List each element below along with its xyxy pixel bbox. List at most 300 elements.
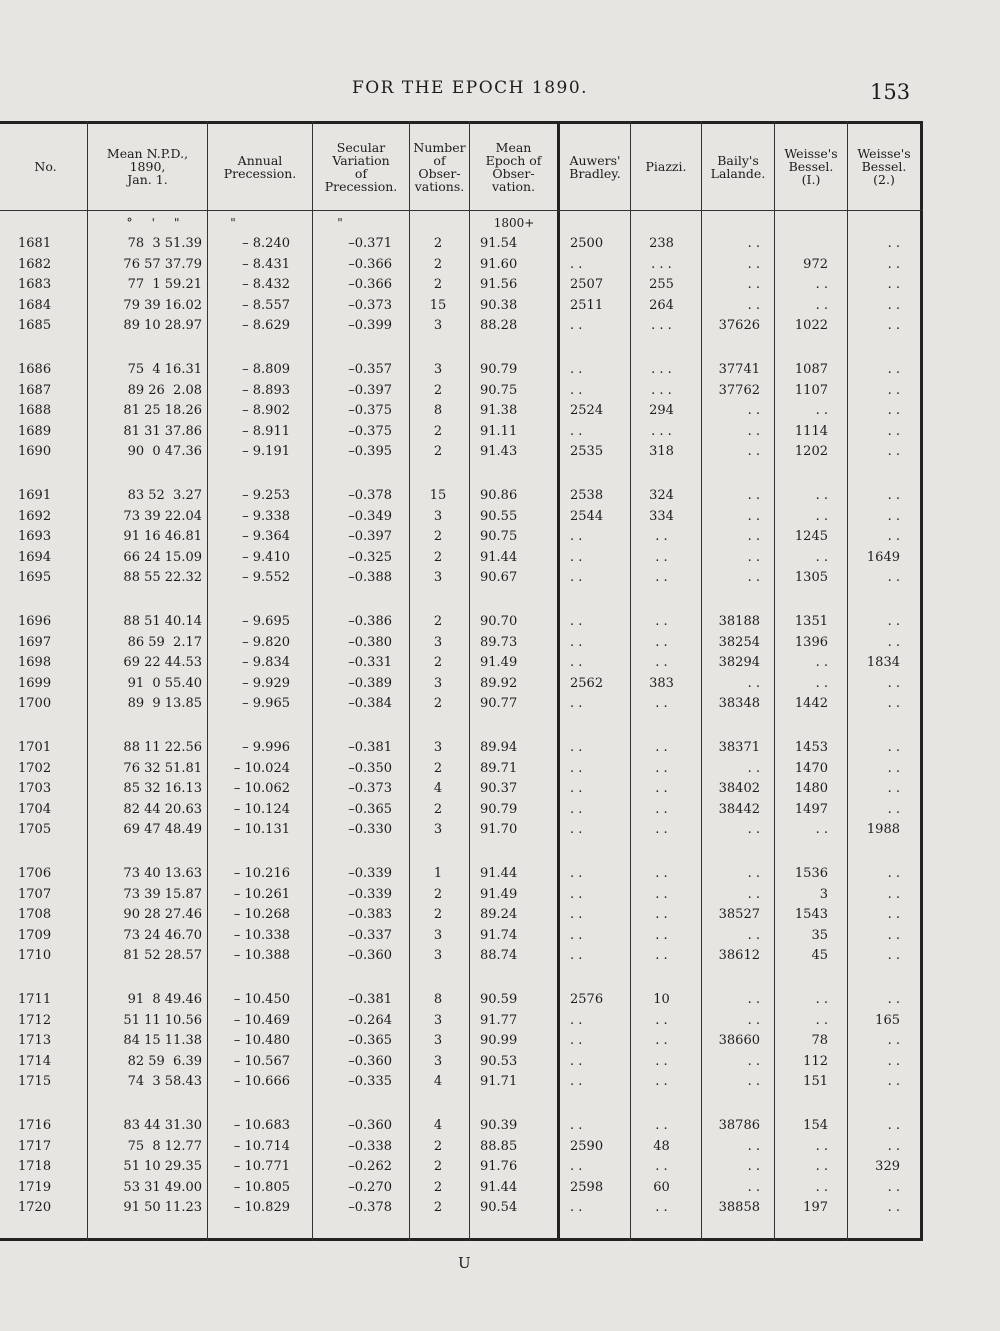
cell-wb2: . . (887, 382, 900, 398)
cell-pia: . . (655, 1159, 668, 1175)
cell-bai: . . (747, 277, 760, 293)
cell-aux: . . (570, 907, 583, 923)
cell-nobs: 2 (433, 423, 443, 439)
cell-bai: . . (747, 549, 760, 565)
cell-bai: 38442 (718, 801, 760, 817)
cell-wb1: 151 (803, 1074, 828, 1090)
cell-wb2: . . (887, 1033, 900, 1049)
cell-nobs: 3 (433, 675, 443, 691)
running-head: FOR THE EPOCH 1890. (351, 78, 589, 98)
cell-epoch: 90.75 (480, 529, 518, 545)
cell-pia: . . (655, 781, 668, 797)
cell-ann: – 9.410 (242, 549, 290, 565)
cell-npd: 73 39 22.04 (123, 508, 202, 524)
cell-wb2: . . (887, 675, 900, 691)
cell-no: 1711 (18, 992, 52, 1007)
cell-no: 1701 (18, 740, 52, 755)
cell-wb2: . . (887, 488, 900, 503)
cell-pia: . . (655, 1118, 668, 1133)
cell-epoch: 90.86 (480, 488, 518, 503)
cell-nobs: 2 (433, 801, 443, 817)
table-row (0, 696, 923, 716)
cell-wb1: 1114 (794, 423, 828, 439)
cell-bai: 38527 (718, 907, 760, 923)
cell-pia: . . (655, 801, 668, 817)
cell-aux: . . (570, 1012, 583, 1028)
table-row (0, 1180, 923, 1200)
table-row (0, 257, 923, 277)
cell-sec: –0.360 (348, 1118, 392, 1133)
cell-epoch: 91.70 (480, 822, 518, 838)
cell-ann: – 8.911 (242, 423, 290, 439)
cell-epoch: 90.55 (480, 508, 518, 524)
cell-no: 1714 (18, 1053, 52, 1069)
table-row (0, 635, 923, 655)
cell-pia: . . . (651, 256, 672, 272)
cell-pia: . . (655, 529, 668, 545)
cell-no: 1683 (18, 277, 52, 293)
cell-npd: 51 10 29.35 (123, 1159, 202, 1175)
cell-wb1: . . (815, 822, 828, 838)
table-row (0, 928, 923, 948)
cell-no: 1718 (18, 1159, 52, 1175)
cell-sec: –0.339 (348, 866, 392, 881)
cell-epoch: 90.99 (480, 1033, 518, 1049)
cell-nobs: 2 (433, 907, 443, 923)
cell-pia: . . (655, 614, 668, 629)
cell-wb2: . . (887, 362, 900, 377)
cell-epoch: 90.67 (480, 570, 518, 586)
cell-ann: – 9.364 (242, 529, 290, 545)
cell-pia: 255 (649, 277, 674, 293)
cell-wb2: . . (887, 570, 900, 586)
cell-sec: –0.325 (348, 549, 392, 565)
cell-aux: . . (570, 1033, 583, 1049)
cell-npd: 88 55 22.32 (123, 570, 202, 586)
cell-npd: 53 31 49.00 (123, 1179, 202, 1195)
cell-sec: –0.270 (348, 1179, 392, 1195)
cell-npd: 89 10 28.97 (123, 318, 202, 334)
cell-ann: – 10.714 (233, 1138, 290, 1154)
cell-sec: –0.373 (348, 297, 392, 313)
cell-pia: 10 (653, 992, 670, 1007)
cell-aux: . . (570, 696, 583, 712)
cell-npd: 81 52 28.57 (123, 948, 202, 964)
table-row (0, 1013, 923, 1033)
cell-sec: –0.381 (348, 992, 392, 1007)
cell-pia: . . (655, 1033, 668, 1049)
cell-aux: . . (570, 781, 583, 797)
cell-sec: –0.389 (348, 675, 392, 691)
header-number-of-observations: Number of Obser- vations. (413, 139, 466, 194)
cell-bai: 38402 (718, 781, 760, 797)
cell-bai: . . (747, 675, 760, 691)
cell-epoch: 91.11 (480, 423, 518, 439)
cell-bai: . . (747, 1053, 760, 1069)
cell-epoch: 91.56 (480, 277, 518, 293)
cell-wb1: 45 (811, 948, 828, 964)
cell-aux: . . (570, 740, 583, 755)
cell-npd: 82 59 6.39 (127, 1053, 202, 1069)
cell-nobs: 2 (433, 549, 443, 565)
cell-aux: . . (570, 1200, 583, 1216)
table-row (0, 298, 923, 318)
cell-pia: . . . (651, 423, 672, 439)
cell-epoch: 88.28 (480, 318, 518, 334)
header-no: No. (34, 159, 57, 174)
cell-no: 1696 (18, 614, 52, 629)
cell-epoch: 91.74 (480, 927, 518, 943)
cell-wb2: . . (887, 297, 900, 313)
cell-wb1: 78 (811, 1033, 828, 1049)
table-row (0, 403, 923, 423)
cell-nobs: 8 (433, 403, 443, 419)
cell-nobs: 4 (433, 1118, 443, 1133)
table-row (0, 1139, 923, 1159)
table-row (0, 318, 923, 338)
cell-aux: . . (570, 423, 583, 439)
cell-no: 1706 (18, 866, 52, 881)
table-row (0, 676, 923, 696)
cell-epoch: 90.79 (480, 801, 518, 817)
cell-pia: . . (655, 655, 668, 671)
cell-bai: . . (747, 822, 760, 838)
cell-wb2: . . (887, 403, 900, 419)
cell-wb2: . . (887, 760, 900, 776)
cell-nobs: 4 (433, 781, 443, 797)
cell-wb1: 972 (803, 256, 828, 272)
cell-no: 1694 (18, 549, 52, 565)
cell-wb1: 1351 (794, 614, 828, 629)
cell-bai: . . (747, 1074, 760, 1090)
cell-aux: . . (570, 1159, 583, 1175)
cell-nobs: 2 (433, 277, 443, 293)
cell-nobs: 3 (433, 1012, 443, 1028)
cell-sec: –0.330 (348, 822, 392, 838)
cell-ann: – 10.771 (233, 1159, 290, 1175)
cell-wb2: . . (887, 1138, 900, 1154)
cell-epoch: 89.94 (480, 740, 518, 755)
cell-wb2: . . (887, 277, 900, 293)
cell-epoch: 90.38 (480, 297, 518, 313)
cell-wb1: . . (815, 1159, 828, 1175)
cell-npd: 75 8 12.77 (127, 1138, 202, 1154)
cell-epoch: 91.54 (480, 236, 518, 251)
cell-wb1: . . (815, 675, 828, 691)
cell-npd: 82 44 20.63 (123, 801, 202, 817)
cell-no: 1687 (18, 382, 52, 398)
cell-sec: –0.349 (348, 508, 392, 524)
cell-npd: 69 22 44.53 (123, 655, 202, 671)
cell-sec: –0.388 (348, 570, 392, 586)
cell-wb1: 112 (803, 1053, 828, 1069)
cell-epoch: 90.53 (480, 1053, 518, 1069)
cell-nobs: 8 (433, 992, 443, 1007)
table-row (0, 822, 923, 842)
table-row (0, 509, 923, 529)
cell-wb2: . . (887, 508, 900, 524)
cell-wb2: . . (887, 886, 900, 902)
cell-epoch: 90.77 (480, 696, 518, 712)
cell-sec: –0.373 (348, 781, 392, 797)
table-row (0, 1054, 923, 1074)
cell-pia: 48 (653, 1138, 670, 1154)
table-row (0, 444, 923, 464)
table-row (0, 424, 923, 444)
cell-epoch: 89.73 (480, 634, 518, 650)
cell-epoch: 90.54 (480, 1200, 518, 1216)
cell-ann: – 9.253 (242, 488, 290, 503)
cell-aux: 2507 (570, 277, 604, 293)
cell-wb1: . . (815, 297, 828, 313)
cell-sec: –0.378 (348, 1200, 392, 1216)
cell-pia: . . (655, 634, 668, 650)
cell-sec: –0.366 (348, 256, 392, 272)
cell-ann: – 9.552 (242, 570, 290, 586)
cell-npd: 76 32 51.81 (123, 760, 202, 776)
cell-aux: 2500 (570, 236, 604, 251)
cell-no: 1705 (18, 822, 52, 838)
cell-ann: – 9.996 (242, 740, 290, 755)
cell-sec: –0.383 (348, 907, 392, 923)
cell-aux: . . (570, 886, 583, 902)
cell-epoch: 90.75 (480, 382, 518, 398)
cell-ann: – 9.929 (242, 675, 290, 691)
cell-wb1: 1442 (794, 696, 828, 712)
cell-no: 1697 (18, 634, 52, 650)
cell-aux: 2535 (570, 444, 604, 460)
cell-nobs: 2 (433, 236, 443, 251)
cell-bai: . . (747, 297, 760, 313)
cell-wb1: 1087 (794, 362, 828, 377)
cell-wb1: . . (815, 488, 828, 503)
cell-pia: 324 (649, 488, 674, 503)
cell-pia: . . . (651, 382, 672, 398)
cell-wb2: . . (887, 1074, 900, 1090)
cell-wb1: . . (815, 1179, 828, 1195)
cell-wb1: . . (815, 508, 828, 524)
cell-epoch: 89.92 (480, 675, 518, 691)
cell-sec: –0.338 (348, 1138, 392, 1154)
cell-no: 1685 (18, 318, 52, 334)
cell-sec: –0.371 (348, 236, 392, 251)
header-bailys-lalande: Baily's Lalande. (710, 152, 766, 181)
cell-npd: 77 1 59.21 (127, 277, 202, 293)
cell-sec: –0.339 (348, 886, 392, 902)
cell-aux: 2590 (570, 1138, 604, 1154)
cell-nobs: 15 (429, 488, 447, 503)
table-row (0, 1074, 923, 1094)
cell-epoch: 91.76 (480, 1159, 518, 1175)
cell-wb2: . . (887, 423, 900, 439)
cell-pia: . . (655, 740, 668, 755)
cell-wb1: 1245 (794, 529, 828, 545)
cell-no: 1702 (18, 760, 52, 776)
cell-pia: 334 (649, 508, 674, 524)
cell-ann: – 9.338 (242, 508, 290, 524)
cell-aux: 2544 (570, 508, 604, 524)
cell-nobs: 2 (433, 655, 443, 671)
cell-pia: . . (655, 696, 668, 712)
cell-pia: . . (655, 570, 668, 586)
cell-wb2: . . (887, 948, 900, 964)
cell-nobs: 2 (433, 760, 443, 776)
cell-pia: . . (655, 549, 668, 565)
cell-ann: – 10.683 (233, 1118, 290, 1133)
cell-wb1: 3 (819, 886, 828, 902)
cell-wb1: . . (815, 1138, 828, 1154)
cell-nobs: 3 (433, 948, 443, 964)
cell-aux: . . (570, 256, 583, 272)
page-number: 153 (870, 80, 911, 104)
cell-sec: –0.397 (348, 382, 392, 398)
cell-aux: 2576 (570, 992, 604, 1007)
cell-ann: – 10.480 (233, 1033, 290, 1049)
cell-no: 1692 (18, 508, 52, 524)
header-mean-npd: Mean N.P.D., 1890, Jan. 1. (106, 146, 189, 187)
table-row (0, 907, 923, 927)
cell-bai: 38254 (718, 634, 760, 650)
cell-npd: 81 31 37.86 (123, 423, 202, 439)
cell-aux: . . (570, 948, 583, 964)
cell-ann: – 9.834 (242, 655, 290, 671)
cell-npd: 85 32 16.13 (123, 781, 202, 797)
cell-wb2: . . (887, 696, 900, 712)
cell-ann: – 10.805 (233, 1179, 290, 1195)
cell-sec: –0.380 (348, 634, 392, 650)
cell-pia: . . (655, 822, 668, 838)
cell-pia: . . (655, 866, 668, 881)
cell-no: 1707 (18, 886, 52, 902)
cell-sec: –0.399 (348, 318, 392, 334)
cell-sec: –0.262 (348, 1159, 392, 1175)
cell-epoch: 91.77 (480, 1012, 518, 1028)
cell-no: 1691 (18, 488, 52, 503)
cell-ann: – 10.024 (233, 760, 290, 776)
cell-pia: 264 (649, 297, 674, 313)
cell-no: 1700 (18, 696, 52, 712)
cell-no: 1689 (18, 423, 52, 439)
table-row (0, 866, 923, 886)
cell-ann: – 10.216 (233, 866, 290, 881)
cell-bai: 38348 (718, 696, 760, 712)
cell-wb1: 35 (811, 927, 828, 943)
cell-no: 1695 (18, 570, 52, 586)
cell-epoch: 88.85 (480, 1138, 518, 1154)
cell-npd: 86 59 2.17 (127, 634, 202, 650)
cell-ann: – 8.809 (242, 362, 290, 377)
cell-pia: . . (655, 1012, 668, 1028)
cell-epoch: 91.44 (480, 1179, 518, 1195)
cell-wb1: . . (815, 403, 828, 419)
cell-bai: . . (747, 1138, 760, 1154)
cell-no: 1682 (18, 256, 52, 272)
cell-pia: . . (655, 760, 668, 776)
cell-ann: – 8.432 (242, 277, 290, 293)
cell-bai: . . (747, 256, 760, 272)
cell-aux: . . (570, 382, 583, 398)
cell-ann: – 10.450 (233, 992, 290, 1007)
cell-wb1: 1470 (794, 760, 828, 776)
cell-bai: . . (747, 488, 760, 503)
cell-nobs: 2 (433, 1138, 443, 1154)
cell-wb2: . . (887, 318, 900, 334)
cell-epoch: 91.49 (480, 655, 518, 671)
cell-nobs: 3 (433, 508, 443, 524)
unit-annual: " (230, 216, 236, 230)
cell-ann: – 8.902 (242, 403, 290, 419)
cell-epoch: 90.59 (480, 992, 518, 1007)
cell-aux: . . (570, 549, 583, 565)
cell-wb1: 1107 (794, 382, 828, 398)
cell-ann: – 10.124 (233, 801, 290, 817)
cell-ann: – 9.965 (242, 696, 290, 712)
cell-nobs: 3 (433, 318, 443, 334)
cell-epoch: 90.70 (480, 614, 518, 629)
cell-ann: – 10.388 (233, 948, 290, 964)
cell-npd: 88 11 22.56 (123, 740, 202, 755)
cell-aux: . . (570, 362, 583, 377)
cell-pia: . . . (651, 318, 672, 334)
cell-no: 1693 (18, 529, 52, 545)
cell-aux: . . (570, 927, 583, 943)
cell-nobs: 2 (433, 256, 443, 272)
cell-ann: – 10.261 (233, 886, 290, 902)
cell-wb1: 1305 (794, 570, 828, 586)
cell-ann: – 10.062 (233, 781, 290, 797)
cell-aux: . . (570, 318, 583, 334)
cell-wb2: . . (887, 529, 900, 545)
cell-sec: –0.365 (348, 801, 392, 817)
cell-wb2: . . (887, 614, 900, 629)
cell-no: 1699 (18, 675, 52, 691)
cell-ann: – 10.666 (233, 1074, 290, 1090)
cell-epoch: 88.74 (480, 948, 518, 964)
unit-epoch: 1800+ (493, 216, 535, 230)
cell-npd: 83 44 31.30 (123, 1118, 202, 1133)
cell-wb2: . . (887, 1053, 900, 1069)
cell-no: 1688 (18, 403, 52, 419)
cell-ann: – 10.567 (233, 1053, 290, 1069)
cell-ann: – 10.829 (233, 1200, 290, 1216)
cell-nobs: 2 (433, 886, 443, 902)
cell-aux: . . (570, 1074, 583, 1090)
cell-wb1: 1022 (794, 318, 828, 334)
cell-pia: . . . (651, 362, 672, 377)
cell-epoch: 91.44 (480, 866, 518, 881)
cell-nobs: 2 (433, 529, 443, 545)
cell-sec: –0.360 (348, 948, 392, 964)
table-row (0, 1159, 923, 1179)
cell-epoch: 91.43 (480, 444, 518, 460)
cell-no: 1703 (18, 781, 52, 797)
cell-nobs: 2 (433, 382, 443, 398)
cell-npd: 73 24 46.70 (123, 927, 202, 943)
unit-secular: " (337, 216, 343, 230)
cell-bai: 37741 (718, 362, 760, 377)
cell-wb2: 1834 (866, 655, 900, 671)
cell-bai: . . (747, 529, 760, 545)
cell-wb2: . . (887, 740, 900, 755)
cell-bai: . . (747, 866, 760, 881)
cell-npd: 73 40 13.63 (123, 866, 202, 881)
cell-wb1: 1453 (794, 740, 828, 755)
cell-bai: . . (747, 1179, 760, 1195)
cell-epoch: 89.71 (480, 760, 518, 776)
cell-npd: 75 4 16.31 (127, 362, 202, 377)
cell-epoch: 91.60 (480, 256, 518, 272)
cell-bai: . . (747, 1012, 760, 1028)
